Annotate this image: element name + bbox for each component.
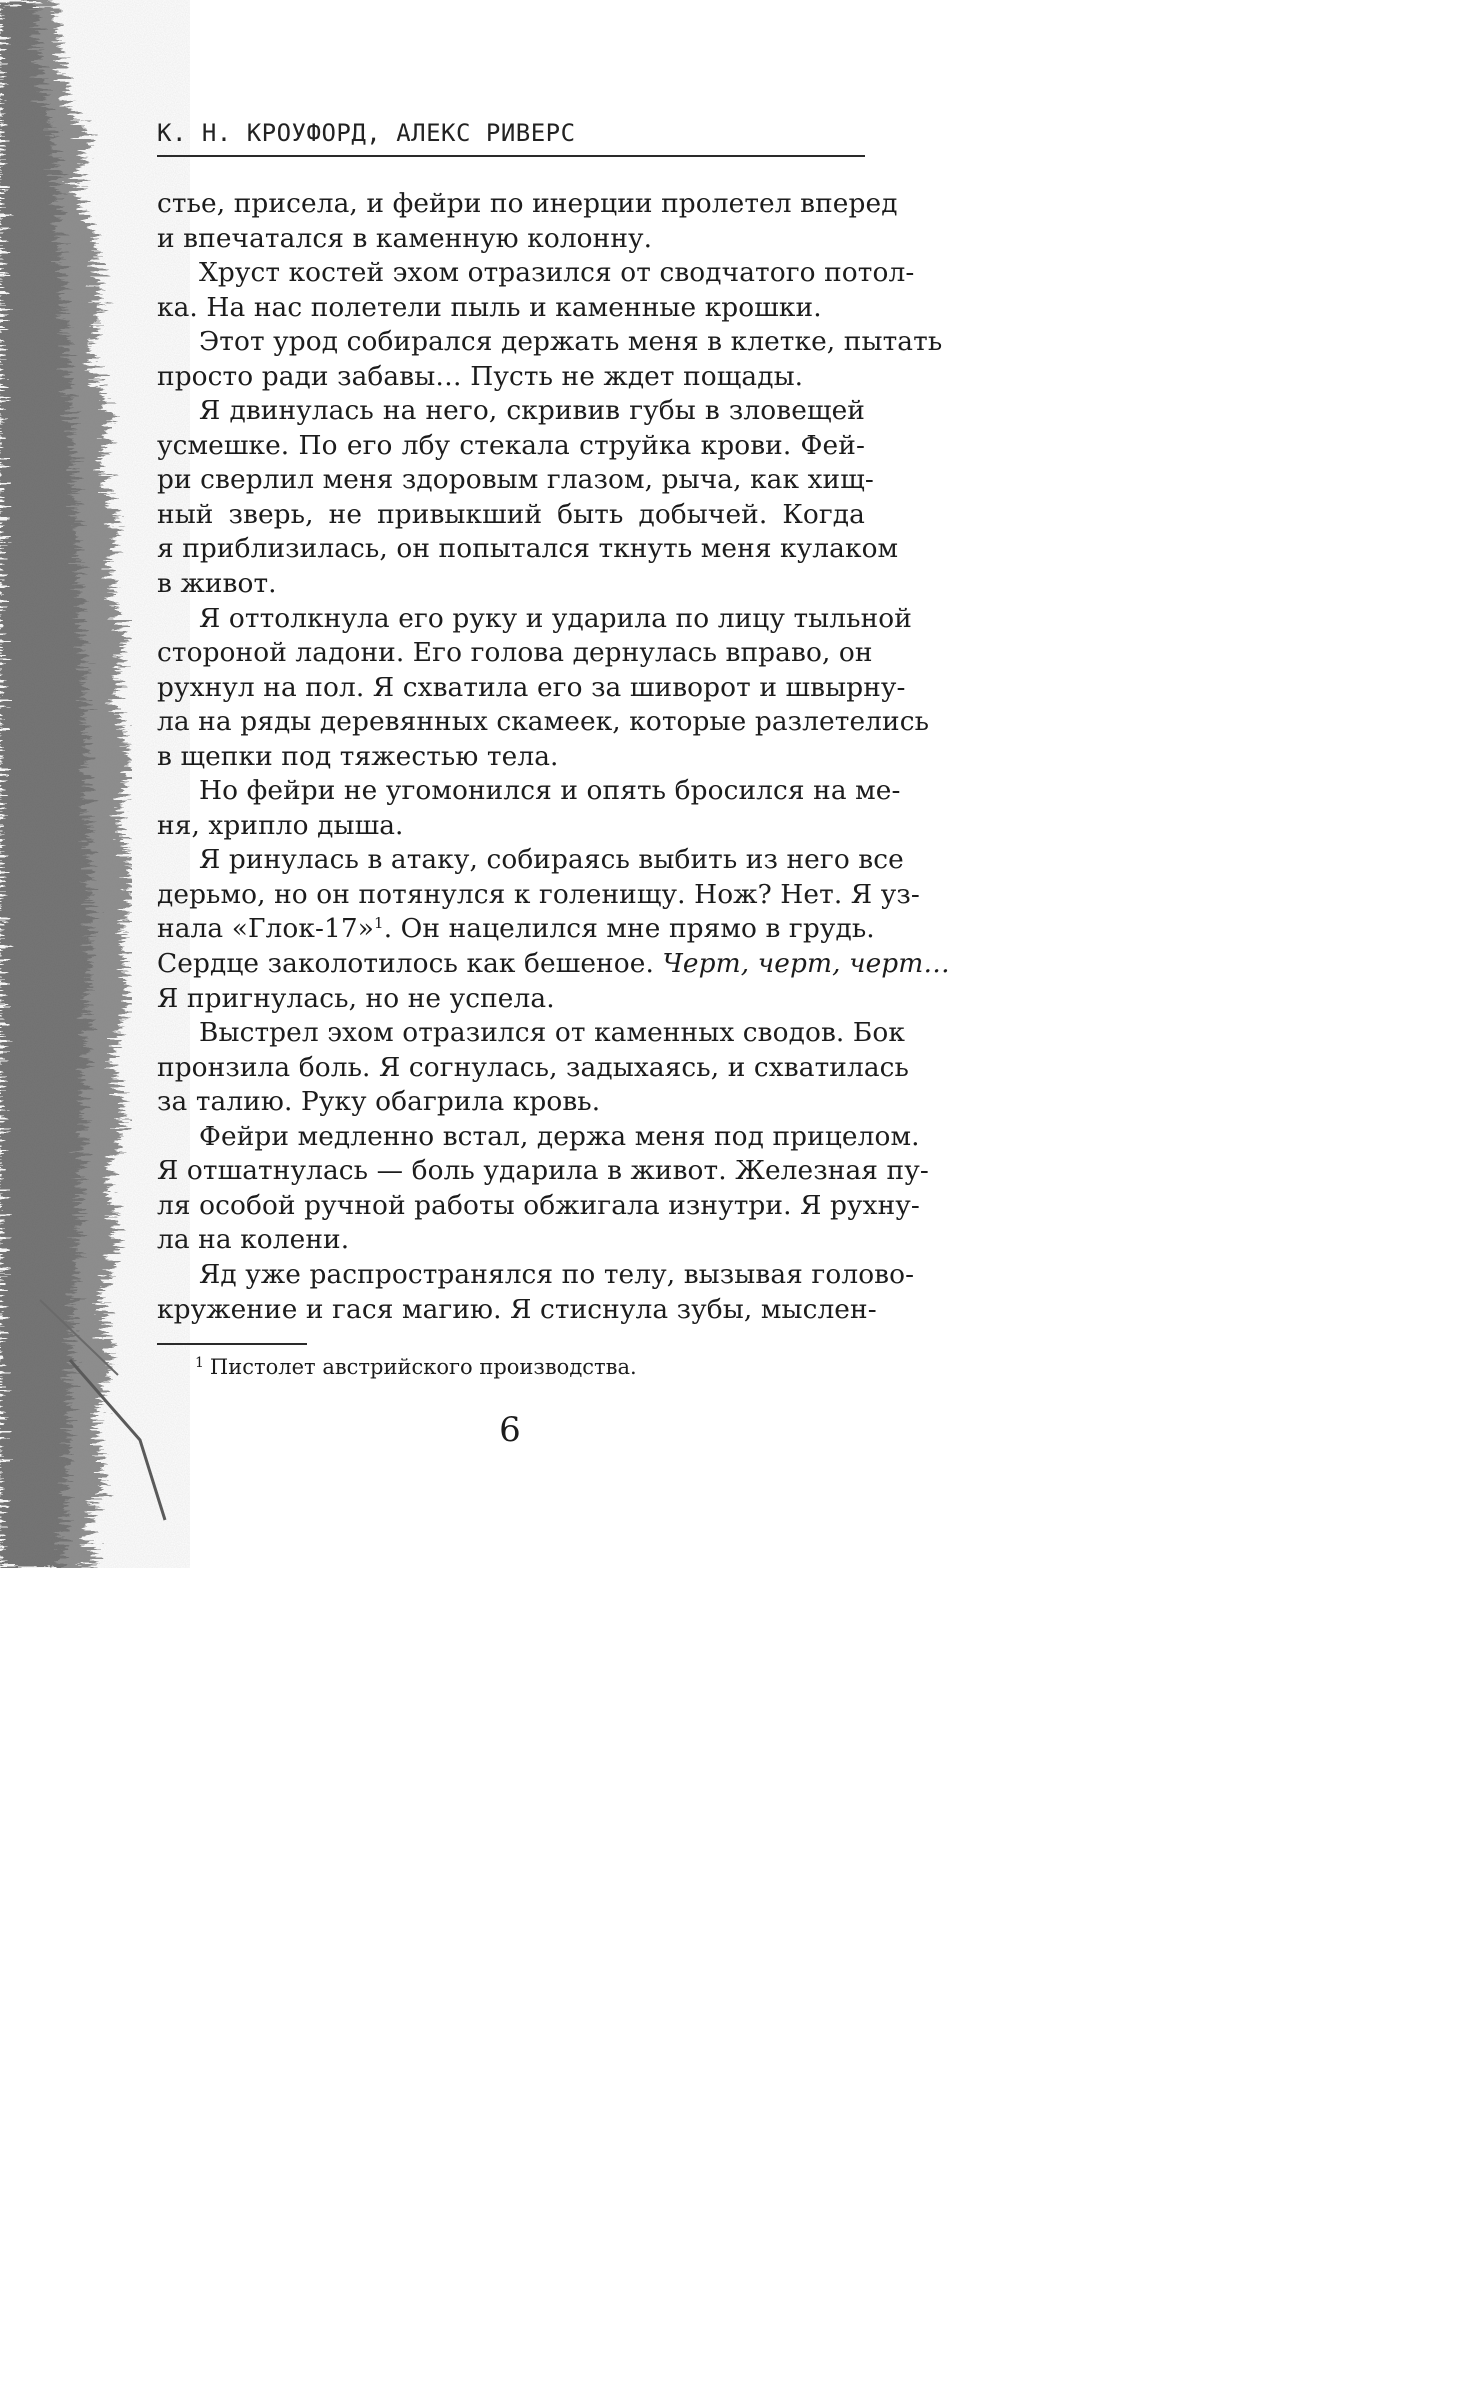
text-line: ка. На нас полетели пыль и каменные крошки.	[157, 291, 822, 323]
running-head: К. Н. КРОУФОРД, АЛЕКС РИВЕРС	[157, 119, 576, 147]
text-line: просто ради забавы… Пусть не ждет пощады.	[157, 360, 804, 392]
text-line: Я пригнулась, но не успела.	[157, 982, 555, 1014]
text-line: Фейри медленно встал, держа меня под прицелом.	[199, 1120, 920, 1152]
footnote-marker: 1	[195, 1355, 204, 1371]
body-text	[157, 187, 950, 1327]
header-divider	[157, 155, 865, 157]
text-line: пронзила боль. Я согнулась, задыхаясь, и схватилась	[157, 1051, 910, 1083]
text-line	[157, 912, 875, 947]
text-line: ный зверь, не привыкший быть добычей. Когда	[157, 498, 865, 530]
text-line: в щепки под тяжестью тела.	[157, 740, 559, 772]
text-line: в живот.	[157, 568, 277, 600]
footnote-text: Пистолет австрийского производства.	[209, 1355, 637, 1379]
text-line: Я оттолкнула его руку и ударила по лицу тыльной	[199, 602, 912, 634]
text-line: Я ринулась в атаку, собираясь выбить из него все	[199, 844, 904, 876]
footnote-divider	[157, 1343, 307, 1345]
text-line: кружение и гася магию. Я стиснула зубы, мыслен-	[157, 1293, 877, 1325]
text-line: Этот урод собирался держать меня в клетке, пытать	[199, 326, 943, 358]
text-line: за талию. Руку обагрила кровь.	[157, 1086, 601, 1118]
text-line: дерьмо, но он потянулся к голенищу. Нож? Нет. Я уз-	[157, 878, 920, 910]
text-line: ри сверлил меня здоровым глазом, рыча, как хищ-	[157, 464, 874, 496]
text-line	[157, 947, 950, 982]
text-line: ла на колени.	[157, 1224, 350, 1256]
text-line: стороной ладони. Его голова дернулась вправо, он	[157, 637, 873, 669]
page-number: 6	[499, 1410, 521, 1450]
text-line: я приблизилась, он попытался ткнуть меня кулаком	[157, 533, 899, 565]
text-line: ла на ряды деревянных скамеек, которые разлетелись	[157, 706, 930, 738]
text-line: Яд уже распространялся по телу, вызывая голово-	[199, 1258, 915, 1290]
text-fragment: нала «Глок-17»	[157, 913, 375, 945]
text-line: стье, присела, и фейри по инерции пролетел вперед	[157, 188, 898, 219]
text-line: Я отшатнулась — боль ударила в живот. Железная пу-	[157, 1155, 929, 1187]
text-line: усмешке. По его лбу стекала струйка крови. Фей-	[157, 429, 865, 461]
text-line: рухнул на пол. Я схватила его за шиворот и швырну-	[157, 671, 906, 703]
text-line: Но фейри не угомонился и опять бросился на ме-	[199, 775, 901, 807]
text-line: Я двинулась на него, скривив губы в зловещей	[199, 395, 865, 427]
footnote-reference: 1	[374, 914, 384, 933]
footnote	[195, 1355, 637, 1379]
text-line: ля особой ручной работы обжигала изнутри. Я рухну-	[157, 1189, 920, 1221]
text-line: Хруст костей эхом отразился от сводчатого потол-	[199, 257, 915, 289]
italic-phrase: Черт, черт, черт…	[662, 948, 950, 980]
text-line: и впечатался в каменную колонну.	[157, 222, 653, 254]
text-fragment: Сердце заколотилось как бешеное.	[157, 948, 663, 980]
text-line: Выстрел эхом отразился от каменных сводов. Бок	[199, 1017, 905, 1049]
text-fragment: . Он нацелился мне прямо в грудь.	[383, 913, 875, 945]
text-line: ня, хрипло дыша.	[157, 809, 404, 841]
